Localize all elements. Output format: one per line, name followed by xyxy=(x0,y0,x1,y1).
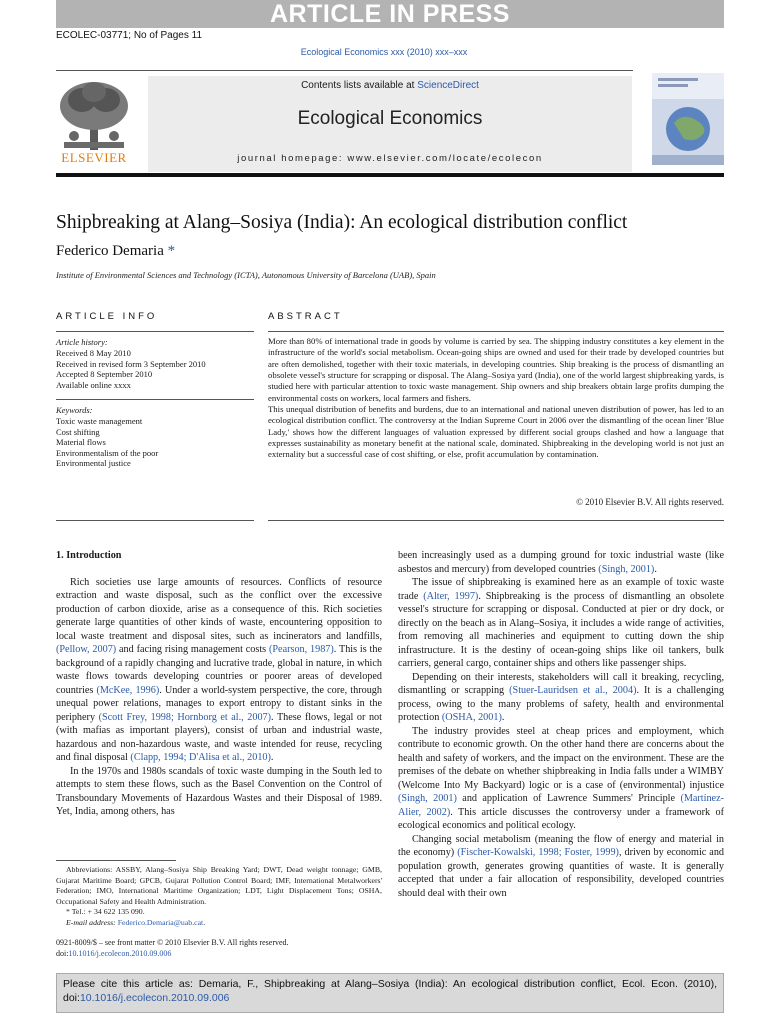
text-run: Rich societies use large amounts of resources. Conflicts of resource extraction and waste disposal, such as the conflict over the excessive production of carbon dioxide, arise as a consequence of this. Rich societies generate large quantities of other kinds of waste, encountering opposition to local waste treatment and disposal sites, such as incinerators and landfills, xyxy=(56,576,382,642)
telephone-footnote: * Tel.: + 34 622 135 090. xyxy=(66,907,145,916)
keywords-label: Keywords: xyxy=(56,405,93,415)
citation-link[interactable]: (Martínez-Alier, 2002) xyxy=(398,793,724,818)
text-run: and application of Lawrence Summers' Principle xyxy=(456,793,681,805)
text-run: , driven by economic and population growth, generates growing quantities of waste. It is generally accepted that under a fair allocation of responsibility, developed countries should deal with their own xyxy=(398,847,725,899)
introduction-heading: 1. Introduction xyxy=(56,550,122,561)
citation-link[interactable]: (OSHA, 2001) xyxy=(441,712,502,724)
doi-link[interactable]: 10.1016/j.ecolecon.2010.09.006 xyxy=(68,948,172,958)
footnote-rule xyxy=(56,860,176,861)
citation-link[interactable]: (Pearson, 1987) xyxy=(268,644,334,656)
author-line xyxy=(56,243,175,260)
abstract-bottom-rule xyxy=(268,520,724,521)
citation-link[interactable]: (Pellow, 2007) xyxy=(56,644,117,656)
citation-link[interactable]: (Stuer-Lauridsen et al., 2004) xyxy=(509,685,637,697)
right-paragraph-4 xyxy=(398,725,724,833)
citation-text: Please cite this article as: Demaria, F., Shipbreaking at Alang–Sosiya (India): An ecological distribution conflict, Ecol. Econ. (2010), doi: xyxy=(63,978,717,1004)
intro-paragraph-1 xyxy=(56,576,382,765)
article-info-heading: ARTICLE INFO xyxy=(56,311,158,322)
left-column xyxy=(56,549,382,819)
doi-label: doi: xyxy=(56,948,69,958)
doi-line xyxy=(56,949,382,960)
citation-link[interactable]: (Fischer-Kowalski, 1998; Foster, 1999) xyxy=(457,847,619,859)
right-paragraph-3 xyxy=(398,671,724,725)
text-run: been increasingly used as a dumping ground for toxic industrial waste (like asbestos and mercury) from developed countries xyxy=(398,550,724,575)
contents-prefix: Contents lists available at xyxy=(301,80,418,91)
keyword-item: Environmental justice xyxy=(56,458,131,468)
history-accepted: Accepted 8 September 2010 xyxy=(56,369,153,379)
abstract-heading: ABSTRACT xyxy=(268,311,343,322)
text-run: . xyxy=(501,712,505,724)
citation-link[interactable]: (Alter, 1997) xyxy=(423,590,479,602)
text-run: . These flows, legal or not (with mafias as important players), consist of urban and industrial waste, hazardous and non-hazardous waste, and waste intended for reuse, recycling and final disposal xyxy=(56,711,382,764)
text-run: The industry provides steel at cheap prices and employment, which contribute to economic growth. On the other hand there are concerns about the health and safety of workers, and the impact on the environment. These are the premises of the debate on whether shipbreaking in India falls under a WIMBY (Welcome Into My Backyard) logic or is a case of (environmental) injustice xyxy=(398,725,724,791)
text-run: . Shipbreaking is the process of dismantling an obsolete vessel's structure for scrapping or disposal. Conducted at pier or dry dock, or directly on the beach as in Alang–Sosiya, it includes a wide range of activities, from removing all machineries and equipment to cutting down the ship infrastructure. It is the destiny of ocean-going ships like oil tankers, bulk carriers, general cargo, container ships and others like passenger ships. xyxy=(398,590,724,670)
text-run: . Under a world-system perspective, the core, through unequal power relations, manages to export entropy to distant sinks in the periphery xyxy=(56,684,382,723)
masthead-rule xyxy=(56,173,724,177)
front-matter xyxy=(56,938,382,959)
contents-available-line xyxy=(148,80,632,91)
abstract-rule xyxy=(268,331,724,332)
sciencedirect-link[interactable]: ScienceDirect xyxy=(417,80,479,91)
right-paragraph-5 xyxy=(398,833,724,901)
abstract-text xyxy=(268,336,724,461)
keyword-item: Material flows xyxy=(56,437,106,447)
history-revised: Received in revised form 3 September 2010 xyxy=(56,358,206,369)
right-paragraph-2 xyxy=(398,576,724,671)
history-keywords-rule xyxy=(56,399,254,400)
citation-link[interactable]: (Singh, 2001) xyxy=(398,793,457,805)
text-run: . It is a challenging process, owing to the many problems of safety, health and environmental protection xyxy=(398,685,724,724)
article-id-line: ECOLEC-03771; No of Pages 11 xyxy=(56,30,203,41)
email-end: . xyxy=(203,917,206,927)
article-info-bottom-rule xyxy=(56,520,254,521)
citation-link[interactable]: (Scott Frey, 1998; Hornborg et al., 2007) xyxy=(98,711,272,723)
text-run: . This article discusses the controversy under a framework of ecological economics and political ecology. xyxy=(398,806,724,832)
text-run: . This is the background of a rapidly changing and lucrative trade, global in nature, in which waste flows towards developing countries or poorer areas of developed countries xyxy=(56,644,382,696)
citation-link[interactable]: (McKee, 1996) xyxy=(96,684,160,696)
text-run: and facing rising management costs xyxy=(116,644,269,656)
article-history xyxy=(56,348,206,390)
author-footnote-mark[interactable]: * xyxy=(167,243,176,259)
email-footnote xyxy=(56,918,382,929)
author-name: Federico Demaria xyxy=(56,243,164,259)
abstract-copyright: © 2010 Elsevier B.V. All rights reserved. xyxy=(576,497,724,507)
citation-link[interactable]: (Clapp, 1994; D'Alisa et al., 2010) xyxy=(130,752,271,764)
abstract-paragraph-1: More than 80% of international trade in goods by volume is carried by sea. The shipping industry constitutes a key element in the infrastructure of the world's social metabolism. Ocean-going ships are owned and used for their trade by developed countries but are often demolished, together with their toxic materials, in developing countries. Ship breaking is the process of dismantling an obsolete vessel's structure for scrapping or disposal. The Alang–Sosiya yard (India), one of the world largest shipbreaking yards, is studied here with particular attention to toxic waste management. Ship owners and ship breakers obtain large profits dumping the environmental costs on workers, local farmers and fishers. xyxy=(268,336,724,403)
text-run: The issue of shipbreaking is examined here as an example of toxic waste trade xyxy=(398,577,724,602)
right-column xyxy=(398,549,724,900)
text-run: Changing social metabolism (meaning the flow of energy and material in the economy) xyxy=(398,833,724,859)
history-received: Received 8 May 2010 xyxy=(56,348,131,358)
journal-homepage[interactable]: journal homepage: www.elsevier.com/locate/ecolecon xyxy=(237,153,543,164)
intro-paragraph-2: In the 1970s and 1980s scandals of toxic waste dumping in the South led to attempts to stem these flows, such as the Basel Convention on the Control of Transboundary Movements of Hazardous Wastes and their Disposal of 1989. Yet, India, among others, has xyxy=(56,765,382,818)
email-link[interactable]: Federico.Demaria@uab.cat xyxy=(117,917,204,927)
citation-doi-link[interactable]: 10.1016/j.ecolecon.2010.09.006 xyxy=(79,992,230,1004)
header-rule xyxy=(56,70,633,71)
citation-box xyxy=(56,973,724,1013)
right-paragraph-1 xyxy=(398,549,724,576)
article-info-rule xyxy=(56,331,254,332)
article-in-press-banner: ARTICLE IN PRESS xyxy=(56,0,724,28)
citation-link[interactable]: (Singh, 2001) xyxy=(598,563,655,575)
keyword-item: Environmentalism of the poor xyxy=(56,447,159,458)
publisher-wordmark: ELSEVIER xyxy=(61,150,127,165)
journal-name: Ecological Economics xyxy=(297,108,483,129)
keywords-list xyxy=(56,416,158,469)
author-affiliation: Institute of Environmental Sciences and Technology (ICTA), Autonomous University of Barcelona (UAB), Spain xyxy=(56,270,436,280)
footnotes xyxy=(56,865,382,928)
text-run: Depending on their interests, stakeholders will call it breaking, recycling, dismantling or scrapping xyxy=(398,671,724,697)
issn-line: 0921-8009/$ – see front matter © 2010 Elsevier B.V. All rights reserved. xyxy=(56,938,289,947)
article-history-label: Article history: xyxy=(56,337,108,347)
email-label: E-mail address: xyxy=(66,917,118,927)
text-run: . xyxy=(270,752,274,764)
abstract-paragraph-2: This unequal distribution of benefits and burdens, due to an international and national uneven distribution of power, has led to an ecological distribution conflict. The controversy at the Indian Supreme Court in 2006 over the dismantling of the ocean liner 'Blue Lady,' shows how the different languages of valuation expressed by different social groups clashed and how a language that expresses sustainability as monetary benefit at the national scale, dominated. Shipbreaking in the developing world is not just an externality but a successful case of cost shifting, or else, profit accumulation by contamination. xyxy=(268,404,724,460)
journal-cover-thumbnail xyxy=(652,73,724,165)
abbreviations-footnote: Abbreviations: ASSBY, Alang–Sosiya Ship Breaking Yard; DWT, Dead weight tonnage; GMB, Gujarat Maritime Board; GPCB, Gujarat Pollution Control Board; IMF, International Metalworkers' Federation; IMO, International Maritime Organization; LDT, Light Displacement Tons; OSHA, Occupational Safety and Health Administration. xyxy=(56,865,382,906)
text-run: . xyxy=(654,563,657,575)
article-title: Shipbreaking at Alang–Sosiya (India): An ecological distribution conflict xyxy=(56,212,628,233)
keyword-item: Cost shifting xyxy=(56,426,100,437)
keyword-item: Toxic waste management xyxy=(56,416,143,426)
history-online: Available online xxxx xyxy=(56,379,131,390)
journal-reference[interactable]: Ecological Economics xxx (2010) xxx–xxx xyxy=(300,47,468,57)
